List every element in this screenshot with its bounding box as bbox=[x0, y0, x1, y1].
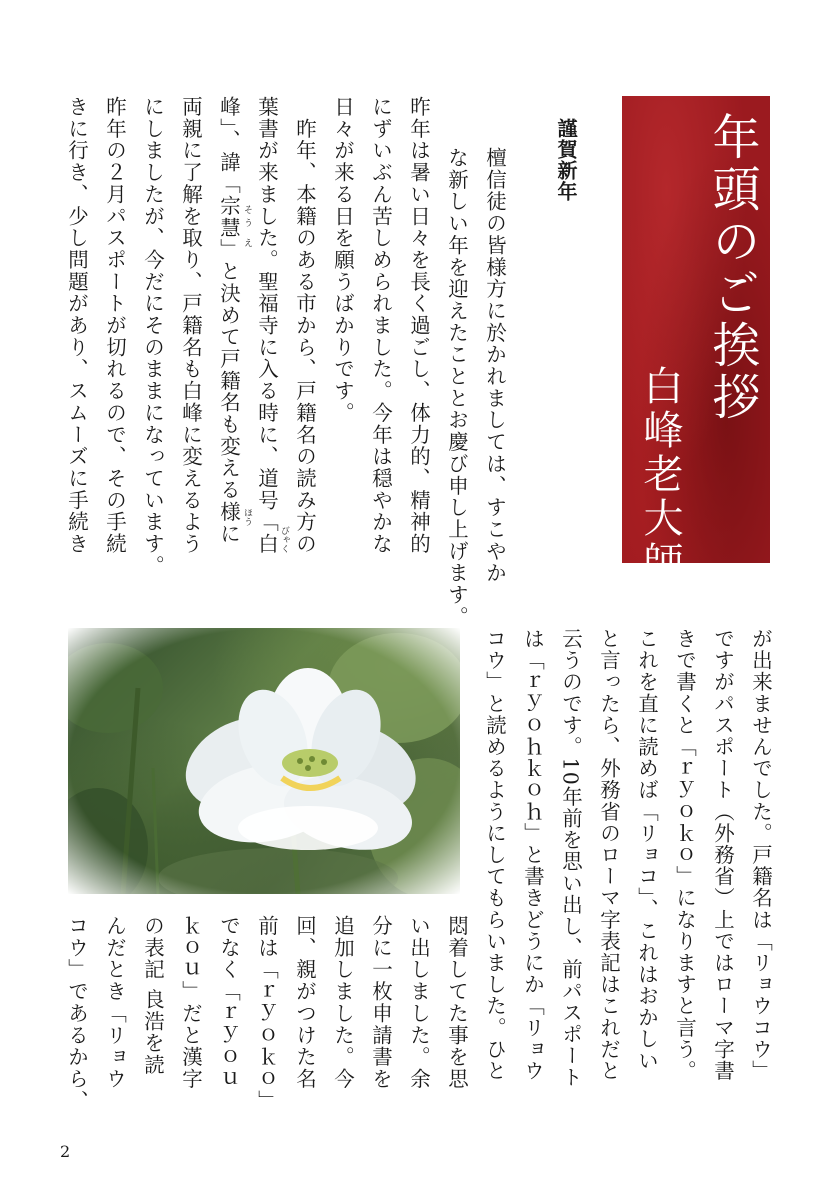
upper-text-column: 両親に了解を取り、戸籍名も白峰に変えるよう bbox=[178, 96, 203, 555]
ruby-reading: そう え bbox=[242, 205, 252, 251]
lower-text-column: んだとき「リョウ bbox=[102, 915, 127, 1090]
lower-text-column: コウ」であるから、 bbox=[64, 915, 89, 1112]
mid-text-column: と言ったら、外務省のローマ字表記はこれだと bbox=[596, 628, 621, 1082]
lower-text-column: の表記 良浩を読 bbox=[140, 915, 165, 1076]
lower-text-column: ｋｏｕ」だと漢字 bbox=[178, 915, 203, 1090]
mid-text-column: きで書くと「ｒｙｏｋｏ」になりますと言う。 bbox=[672, 628, 697, 1082]
upper-text-column: 檀信徒の皆様方に於かれましては、すこやか bbox=[482, 147, 507, 584]
mid-text-column: 云うのです。10年前を思い出し、前パスポート bbox=[558, 628, 583, 1089]
upper-text-column: 葉書が来ました。聖福寺に入る時に、道号「白 bbox=[254, 96, 279, 555]
mid-text-column: コウ」と読めるようにしてもらいました。ひと bbox=[482, 628, 507, 1082]
author-name: 白峰老大師 bbox=[637, 365, 683, 585]
ruby-reading: びゃく bbox=[279, 526, 289, 553]
lotus-illustration bbox=[68, 628, 460, 894]
upper-text-column: 昨年、本籍のある市から、戸籍名の読み方の bbox=[292, 96, 317, 555]
ruby-reading: ほう bbox=[242, 508, 252, 526]
upper-text-column: にしましたが、今だにそのままになっています。 bbox=[140, 96, 165, 577]
mid-text-column: が出来ませんでした。戸籍名は「リョウコウ」 bbox=[748, 628, 773, 1082]
upper-text-column: 日々が来る日を願うばかりです。 bbox=[330, 96, 355, 424]
lower-text-column: でなく「ｒｙｏｕ bbox=[216, 915, 241, 1090]
mid-text-column: これを直に読めば「リョコ」、これはおかしい bbox=[634, 628, 659, 1072]
lower-text-column: い出しました。余 bbox=[406, 915, 431, 1090]
upper-text-column: 峰」、諱「宗慧」と決めて戸籍名も変える様に bbox=[216, 96, 241, 545]
upper-text-column: きに行き、少し問題があり、スムーズに手続き bbox=[64, 96, 89, 555]
lower-text-column: 前は「ｒｙｏｋｏ」 bbox=[254, 915, 279, 1112]
upper-text-column: にずいぶん苦しめられました。今年は穏やかな bbox=[368, 96, 393, 555]
mid-text-column: ですがパスポート（外務省）上ではローマ字書 bbox=[710, 628, 735, 1082]
upper-text-column: な新しい年を迎えたこととお慶び申し上げます。 bbox=[444, 147, 469, 628]
page-number: 2 bbox=[60, 1142, 71, 1161]
mid-text-column: は「ｒｙｏｈｋｏｈ」と書きどうにか「リョウ bbox=[520, 628, 545, 1082]
page-title: 年頭のご挨拶 bbox=[704, 112, 760, 424]
white-lotus-photo bbox=[68, 628, 460, 894]
lower-text-column: 悶着してた事を思 bbox=[444, 915, 469, 1090]
lower-text-column: 分に一枚申請書を bbox=[368, 915, 393, 1090]
upper-text-column: 昨年は暑い日々を長く過ごし、体力的、精神的 bbox=[406, 96, 431, 555]
lower-text-column: 回、親がつけた名 bbox=[292, 915, 317, 1090]
upper-text-column: 昨年の２月パスポートが切れるので、その手続 bbox=[102, 96, 127, 555]
lower-text-column: 追加しました。今 bbox=[330, 915, 355, 1090]
greeting-heading: 謹賀新年 bbox=[554, 118, 578, 202]
